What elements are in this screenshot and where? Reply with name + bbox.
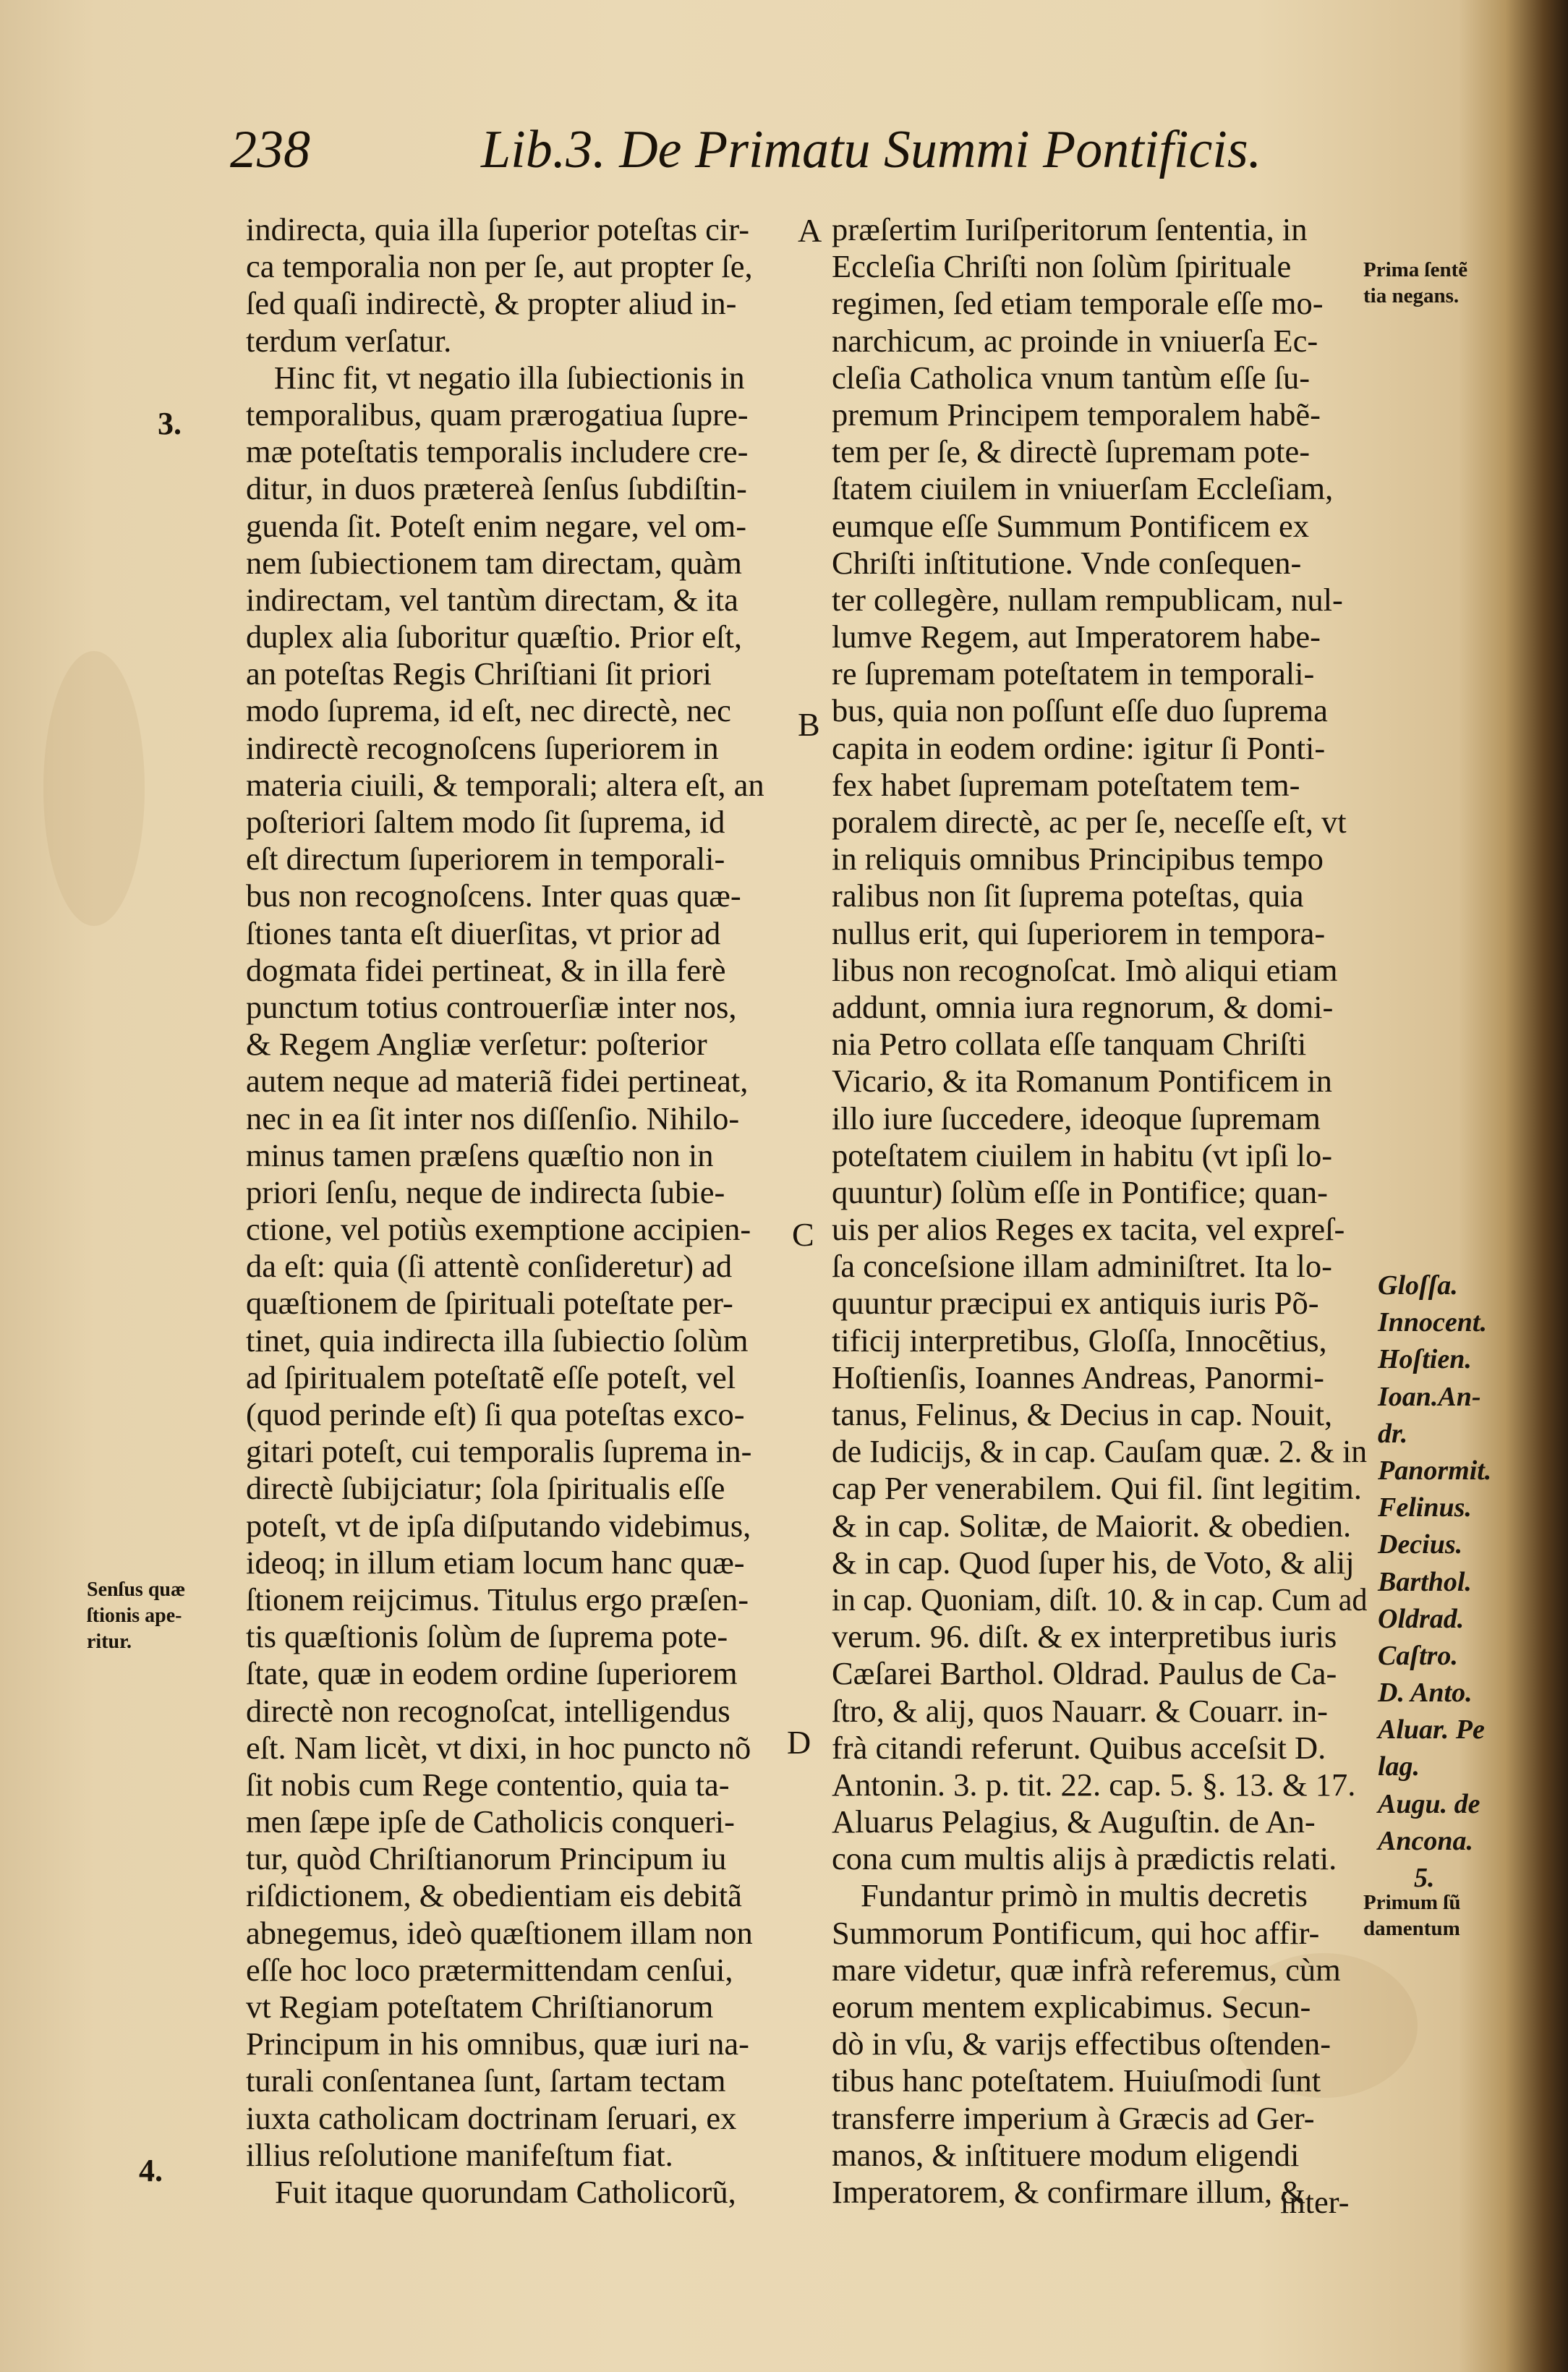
text-line: terdum verſatur. [246,322,452,359]
text-line: gitari poteſt, cui temporalis ſuprema in- [246,1433,752,1470]
text-line: tur, quòd Chriſtianorum Principum iu [246,1840,727,1877]
marginal-author: Panormit. [1378,1455,1492,1486]
text-line: poſteriori ſaltem modo ſit ſuprema, id [246,804,725,840]
text-line: tem per ſe, & directè ſupremam pote- [832,433,1311,470]
side-note-line: ritur. [87,1631,132,1653]
text-line: indirectam, vel tantùm directam, & ita [246,581,738,618]
text-line: da eſt: quia (ſi attentè conſideretur) ad [246,1248,733,1285]
text-line: directè non recognoſcat, intelligendus [246,1692,730,1729]
text-line: de Iudicijs, & in cap. Cauſam quæ. 2. & in [832,1433,1368,1470]
marginal-author: Ioan.An- [1378,1381,1481,1412]
side-note-line: Prima ſentẽ [1363,258,1468,281]
text-line: Principum in his omnibus, quæ iuri na- [246,2025,749,2062]
text-line: tibus hanc poteſtatem. Huiuſmodi ſunt [832,2062,1321,2099]
text-line: Fundantur primò in multis decretis [861,1877,1308,1914]
text-line: riſdictionem, & obedientiam eis debitã [246,1877,742,1914]
text-line: mare videtur, quæ infrà referemus, cùm [832,1951,1341,1988]
text-line: cona cum multis alijs à prædictis relati. [832,1840,1337,1877]
text-line: indirecta, quia illa ſuperior poteſtas cir- [246,211,750,247]
text-line: ditur, in duos prætereà ſenſus ſubdiſtin- [246,470,747,507]
text-line: cap Per venerabilem. Qui fil. ſint legitim. [832,1470,1362,1507]
text-line: ralibus non ſit ſuprema poteſtas, quia [832,877,1304,914]
text-line: tinet, quia indirecta illa ſubiectio ſolùm [246,1322,749,1359]
text-line: ſed quaſi indirectè, & propter aliud in- [246,285,737,322]
text-line: addunt, omnia iura regnorum, & domi- [832,988,1334,1025]
paper-stain [43,651,145,926]
left-text-column [246,211,774,2211]
text-line: frà citandi referunt. Quibus acceſsit D. [832,1729,1326,1766]
margin-number-3: 3. [158,406,182,441]
text-line: poralem directè, ac per ſe, neceſſe eſt, vt [832,804,1347,840]
text-line: punctum totius controuerſiæ inter nos, [246,988,737,1025]
text-line: fex habet ſupremam poteſtatem tem- [832,766,1300,803]
marginal-author: Aluar. Pe [1378,1714,1485,1746]
side-note-line: Primum ſũ [1363,1891,1461,1914]
text-line: illius reſolutione manifeſtum fiat. [246,2136,673,2173]
section-letter-c: C [792,1216,814,1253]
text-line: turali conſentanea ſunt, ſartam tectam [246,2062,726,2099]
text-line: lumve Regem, aut Imperatorem habe- [832,618,1321,655]
section-letter-a: A [798,212,822,249]
text-line: capita in eodem ordine: igitur ſi Ponti- [832,729,1326,766]
text-line: Antonin. 3. p. tit. 22. cap. 5. §. 13. & 17. [832,1766,1356,1803]
side-note-primum [1363,1889,1522,1942]
text-line: materia ciuili, & temporali; altera eſt, an [246,766,764,803]
text-line: tis quæſtionis ſolùm de ſuprema pote- [246,1618,728,1655]
text-line: ideoq; in illum etiam locum hanc quæ- [246,1544,745,1581]
text-line: men ſæpe ipſe de Catholicis conqueri- [246,1803,735,1840]
text-line: nia Petro collata eſſe tanquam Chriſti [832,1026,1307,1063]
text-line: libus non recognoſcat. Imò aliqui etiam [832,951,1338,988]
marginal-author: Innocent. [1378,1307,1487,1338]
text-line: dò in vſu, & varijs effectibus oſtenden- [832,2025,1331,2062]
marginal-author: lag. [1378,1751,1420,1782]
text-line: tificij interpretibus, Gloſſa, Innocẽtius, [832,1322,1327,1359]
text-line: dogmata fidei pertineat, & in illa ferè [246,951,726,988]
page-header [0,119,1568,192]
text-line: & in cap. Quod ſuper his, de Voto, & alij [832,1544,1355,1581]
text-line: bus, quia non poſſunt eſſe duo ſuprema [832,692,1328,729]
text-line: autem neque ad materiã fidei pertineat, [246,1063,749,1100]
text-line: ſit nobis cum Rege contentio, quia ta- [246,1766,730,1803]
text-line: nec in ea ſit inter nos diſſenſio. Nihilo- [246,1100,740,1136]
text-line: Hoſtienſis, Ioannes Andreas, Panormi- [832,1359,1324,1395]
text-line: poteſt, vt de ipſa diſputando videbimus, [246,1507,751,1544]
side-note-line: Senſus quæ [87,1578,186,1601]
text-line: eorum mentem explicabimus. Secun- [832,1989,1311,2025]
text-line: indirectè recognoſcens ſuperiorem in [246,729,719,766]
text-line: Imperatorem, & confirmare illum, & [832,2173,1305,2210]
text-line: ad ſpiritualem poteſtatẽ eſſe poteſt, vel [246,1359,736,1395]
side-note-sensus [87,1577,231,1655]
text-line: ter collegère, nullam rempublicam, nul- [832,581,1343,618]
text-line: illo iure ſuccedere, ideoque ſupremam [832,1100,1321,1136]
text-line: Aluarus Pelagius, & Auguſtin. de An- [832,1803,1316,1840]
text-line: mæ poteſtatis temporalis includere cre- [246,433,749,470]
marginal-author: Augu. de [1378,1788,1480,1819]
text-line: præſertim Iuriſperitorum ſententia, in [832,211,1308,247]
text-line: cleſia Catholica vnum tantùm eſſe ſu- [832,359,1311,396]
marginal-author: Oldrad. [1378,1603,1465,1634]
marginal-author: Decius. [1378,1529,1463,1560]
text-line: an poteſtas Regis Chriſtiani ſit priori [246,655,712,692]
text-line: poteſtatem ciuilem in habitu (vt ipſi lo- [832,1136,1333,1173]
side-note-prima [1363,257,1522,309]
section-letter-b: B [798,706,820,743]
text-line: ſtro, & alij, quos Nauarr. & Couarr. in- [832,1692,1328,1729]
section-letter-d: D [787,1724,811,1761]
marginal-authors [1378,1267,1522,1897]
text-line: priori ſenſu, neque de indirecta ſubie- [246,1173,725,1210]
text-line: tanus, Felinus, & Decius in cap. Nouit, [832,1396,1333,1432]
text-line: Cæſarei Barthol. Oldrad. Paulus de Ca- [832,1655,1337,1692]
text-line: in cap. Quoniam, diſt. 10. & in cap. Cum ad [832,1581,1368,1618]
page-number: 238 [230,120,310,179]
text-line: eſt directum ſuperiorem in temporali- [246,841,725,877]
text-line: quuntur) ſolùm eſſe in Pontifice; quan- [832,1173,1328,1210]
side-note-line: ſtionis ape- [87,1604,182,1627]
text-line: bus non recognoſcens. Inter quas quæ- [246,877,741,914]
running-title: Lib.3. De Primatu Summi Pontificis. [481,120,1262,179]
text-line: re ſupremam poteſtatem in temporali- [832,655,1315,692]
text-line: eſt. Nam licèt, vt dixi, in hoc puncto nõ [246,1729,751,1766]
text-line: directè ſubijciatur; ſola ſpiritualis eſſe [246,1470,725,1507]
text-line: (quod perinde eſt) ſi qua poteſtas exco- [246,1396,745,1432]
text-line: ſtiones tanta eſt diuerſitas, vt prior ad [246,914,721,951]
text-line: ca temporalia non per ſe, aut propter ſe, [246,248,753,285]
text-line: manos, & inſtituere modum eligendi [832,2136,1300,2173]
text-line: eſſe hoc loco prætermittendam cenſui, [246,1951,733,1988]
text-line: ſtate, quæ in eodem ordine ſuperiorem [246,1655,738,1692]
text-line: Hinc fit, vt negatio illa ſubiectionis in [273,359,745,396]
text-line: iuxta catholicam doctrinam ſeruari, ex [246,2099,737,2136]
text-line: ſtatem ciuilem in vniuerſam Eccleſiam, [832,470,1334,507]
marginal-author: Felinus. [1378,1492,1472,1523]
text-line: premum Principem temporalem habẽ- [832,396,1321,433]
marginal-author: Caſtro. [1378,1640,1458,1671]
text-line: uis per alios Reges ex tacita, vel expreſ- [832,1211,1345,1248]
text-line: ſtionem reijcimus. Titulus ergo præſen- [246,1581,749,1618]
marginal-author: Barthol. [1378,1566,1472,1597]
text-line: quuntur præcipui ex antiquis iuris Põ- [832,1285,1319,1322]
marginal-author: Hoſtien. [1378,1344,1472,1375]
text-line: verum. 96. diſt. & ex interpretibus iuris [832,1618,1337,1655]
text-line: regimen, ſed etiam temporale eſſe mo- [832,285,1324,322]
right-text-column [832,211,1367,2211]
side-note-line: damentum [1363,1917,1460,1940]
text-line: ſa conceſsione illam adminiſtret. Ita lo- [832,1248,1332,1285]
text-line: eumque eſſe Summum Pontificem ex [832,507,1309,544]
text-line: vt Regiam poteſtatem Chriſtianorum [246,1989,714,2025]
text-line: & Regem Angliæ verſetur: poſterior [246,1026,707,1063]
text-line: narchicum, ac proinde in vniuerſa Ec- [832,322,1318,359]
text-line: nem ſubiectionem tam directam, quàm [246,544,742,581]
text-line: guenda ſit. Poteſt enim negare, vel om- [246,507,747,544]
catchword: inter- [1280,2184,1350,2220]
text-line: minus tamen præſens quæſtio non in [246,1136,714,1173]
text-line: in reliquis omnibus Principibus tempo [832,841,1324,877]
margin-number-4: 4. [139,2153,163,2188]
text-line: quæſtionem de ſpirituali poteſtate per- [246,1285,733,1322]
marginal-author: Ancona. [1378,1825,1473,1856]
text-line: Chriſti inſtitutione. Vnde conſequen- [832,544,1302,581]
text-line: Summorum Pontificum, qui hoc affir- [832,1914,1320,1951]
text-line: & in cap. Solitæ, de Maiorit. & obedien. [832,1507,1352,1544]
side-note-line: tia negans. [1363,284,1460,307]
marginal-author: Gloſſa. [1378,1270,1458,1301]
text-line: Eccleſia Chriſti non ſolùm ſpirituale [832,248,1292,285]
text-line: transferre imperium à Græcis ad Ger- [832,2099,1315,2136]
text-line: nullus erit, qui ſuperiorem in tempora- [832,914,1326,951]
text-line: abnegemus, ideò quæſtionem illam non [246,1914,753,1951]
marginal-author: 5. [1414,1863,1435,1893]
text-line: ctione, vel potiùs exemptione accipien- [246,1211,751,1248]
marginal-author: dr. [1378,1418,1408,1449]
text-line: temporalibus, quam prærogatiua ſupre- [246,396,749,433]
text-line: duplex alia ſuboritur quæſtio. Prior eſt, [246,618,742,655]
text-line: Vicario, & ita Romanum Pontificem in [832,1063,1332,1100]
text-line: Fuit itaque quorundam Catholicorũ, [275,2173,736,2210]
marginal-author: D. Anto. [1378,1678,1473,1709]
text-line: modo ſuprema, id eſt, nec directè, nec [246,692,731,729]
